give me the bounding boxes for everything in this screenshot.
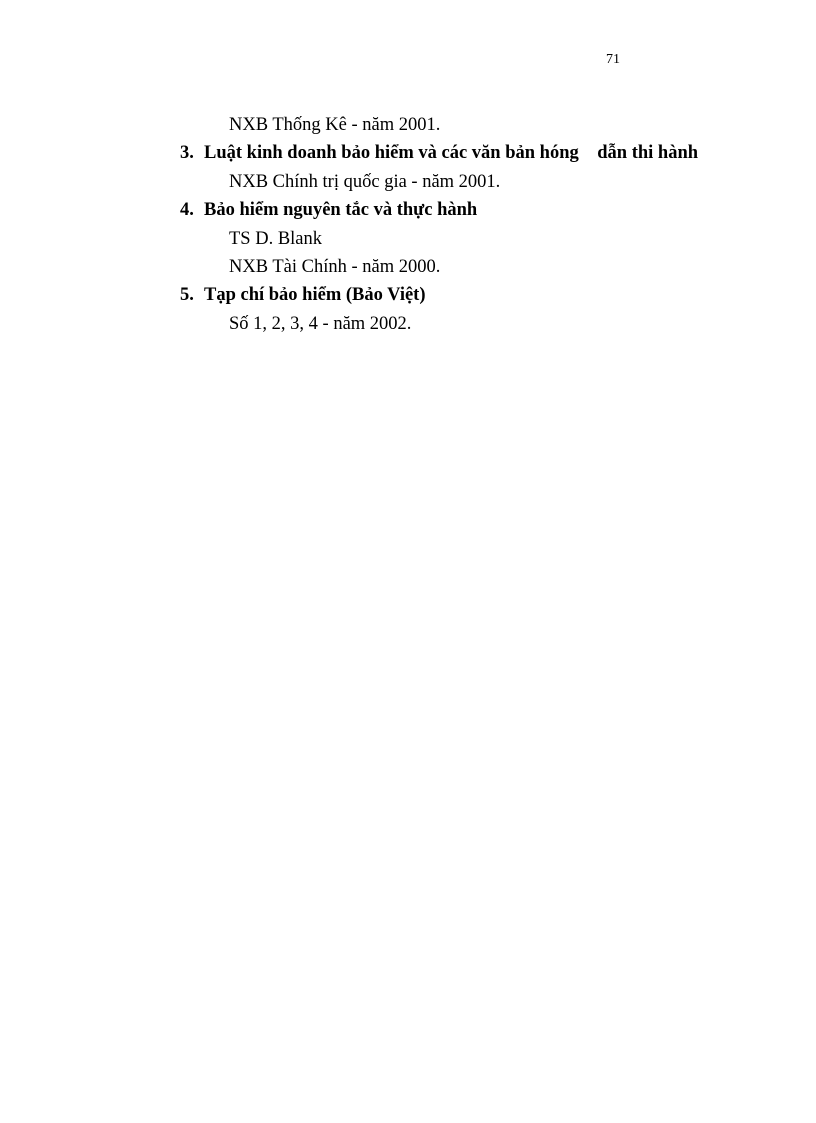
reference-item-4 (180, 199, 477, 221)
reference-number: 3. (180, 143, 194, 163)
reference-publisher-line: NXB Chính trị quốc gia - năm 2001. (229, 172, 501, 192)
reference-item-5 (180, 284, 426, 306)
reference-number: 4. (180, 200, 194, 220)
reference-number: 5. (180, 285, 194, 305)
reference-publisher-line: NXB Tài Chính - năm 2000. (229, 257, 441, 277)
reference-item-3 (180, 142, 698, 164)
reference-issue-line: Số 1, 2, 3, 4 - năm 2002. (229, 314, 412, 334)
reference-title: Luật kinh doanh bảo hiểm và các văn bản hóng dẫn thi hành (204, 143, 699, 163)
reference-title: Bảo hiểm nguyên tắc và thực hành (204, 200, 478, 220)
reference-publisher-line: NXB Thống Kê - năm 2001. (229, 115, 441, 135)
page-number: 71 (606, 52, 620, 67)
reference-title: Tạp chí bảo hiểm (Bảo Việt) (204, 285, 426, 305)
reference-author-line: TS D. Blank (229, 229, 323, 249)
